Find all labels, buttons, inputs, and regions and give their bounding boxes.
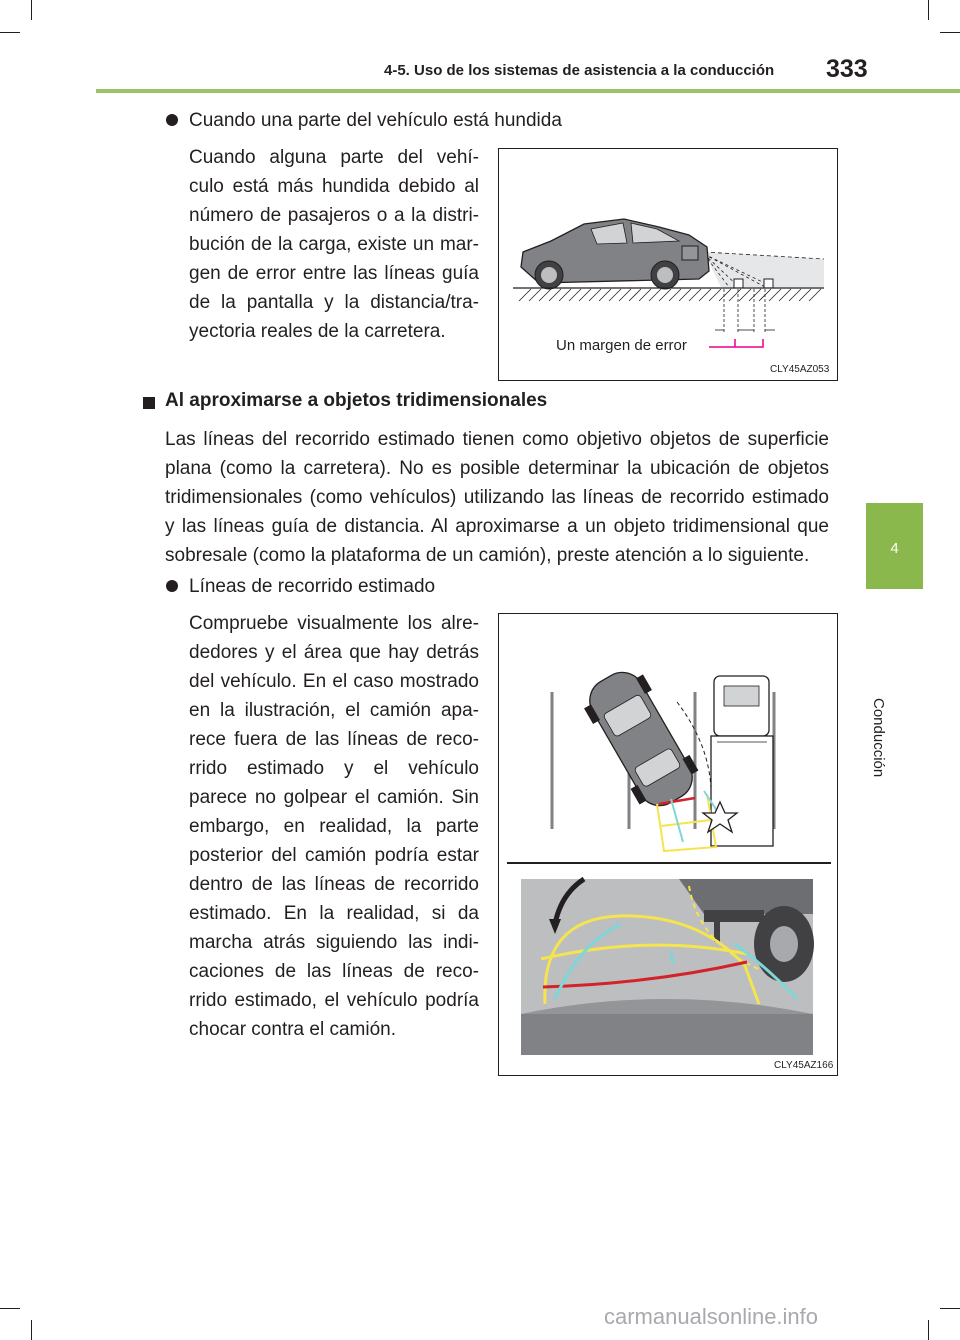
body-line: Compruebe visualmente los alre- [189,613,479,634]
crop-mark [928,1320,929,1340]
crop-mark [940,32,960,33]
body-line: culo está más hundida debido al [189,176,479,197]
error-margin-label: Un margen de error [556,337,687,354]
body-line: del vehículo. En el caso mostrado [189,671,479,692]
body-line: posterior del camión podría estar [189,845,479,866]
body-line: dentro de las líneas de recorrido [189,874,479,895]
bullet-icon [166,114,178,126]
body-line: embargo, en realidad, la parte [189,816,479,837]
header-rule [96,89,960,93]
paragraph-line: tridimensionales (como vehículos) utilizando las líneas de recorrido estimado [165,487,829,508]
chapter-label [870,598,910,778]
body-line: rrido estimado y el vehículo [189,758,479,779]
figure-sunken-vehicle [498,148,838,381]
bullet-icon [166,580,178,592]
page-number: 333 [826,55,868,83]
crop-mark [940,1308,960,1309]
body-line: chocar contra el camión. [189,1019,396,1040]
body-line: caciones de las líneas de reco- [189,961,479,982]
crop-mark [31,0,32,20]
estimated-course-illustration [499,614,836,1074]
chapter-number: 4 [890,540,899,557]
body-line: rece fuera de las líneas de reco- [189,729,479,750]
body-line: parece no golpear el camión. Sin [189,787,479,808]
section-heading: Al aproximarse a objetos tridimensionales [165,390,548,411]
square-bullet-icon [143,397,155,409]
paragraph-line: Las líneas del recorrido estimado tienen como objetivo objetos de superficie [165,429,829,450]
figure-code: CLY45AZ053 [770,364,830,375]
body-line: rrido estimado, el vehículo podría [189,990,479,1011]
body-line: Cuando alguna parte del vehí- [189,147,479,168]
chapter-label-text: Conducción [870,698,887,778]
header-title: 4-5. Uso de los sistemas de asistencia a la conducción [384,62,775,79]
body-line: estimado. En la realidad, si da [189,903,479,924]
bullet-title: Cuando una parte del vehículo está hundida [189,110,562,131]
body-line: número de pasajeros o a la distri- [189,205,479,226]
body-line: bución de la carga, existe un mar- [189,234,479,255]
watermark: carmanualsonline.info [604,1304,819,1329]
crop-mark [0,32,20,33]
crop-mark [31,1320,32,1340]
body-line: gen de error entre las líneas guía [189,263,479,284]
body-line: en la ilustración, el camión apa- [189,700,479,721]
body-line: de la pantalla y la distancia/tra- [189,292,479,313]
paragraph-line: y las líneas guía de distancia. Al aproximarse a un objeto tridimensional que [165,516,829,537]
paragraph-line: plana (como la carretera). No es posible determinar la ubicación de objetos [165,458,829,479]
body-line: yectoria reales de la carretera. [189,321,446,342]
body-line: marcha atrás siguiendo las indi- [189,932,479,953]
paragraph-line: sobresale (como la plataforma de un camión), preste atención a lo siguiente. [165,545,810,566]
crop-mark [0,1308,20,1309]
figure-estimated-course [498,613,838,1076]
crop-mark [928,0,929,20]
bullet-title: Líneas de recorrido estimado [189,576,436,597]
body-line: dedores y el área que hay detrás [189,642,479,663]
figure-code: CLY45AZ166 [774,1060,834,1071]
